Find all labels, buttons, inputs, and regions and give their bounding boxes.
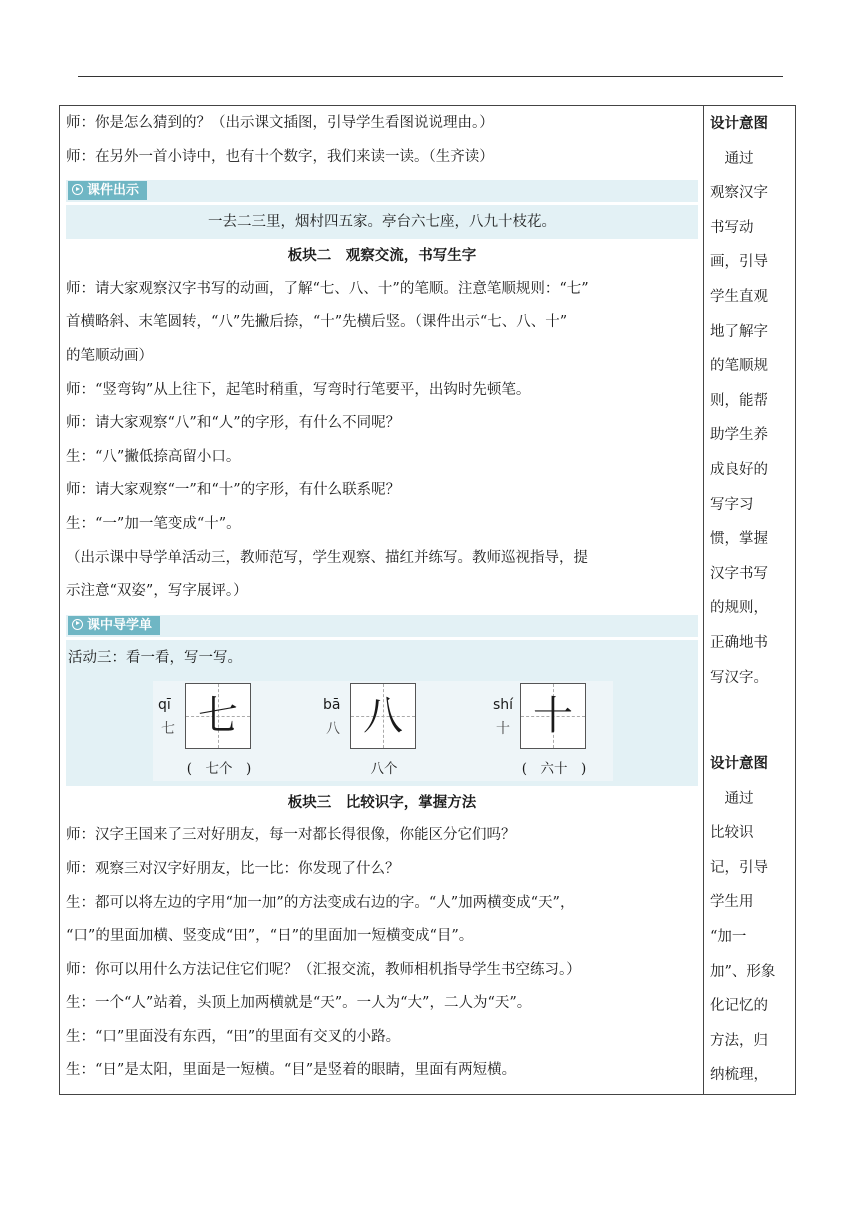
answer-text: 八个: [370, 760, 398, 777]
text-line: 示注意“双姿”，写字展评。）: [66, 583, 248, 600]
main-column: [66, 107, 698, 1088]
side-line: 则，能帮: [710, 392, 768, 409]
side-line: 学生直观: [710, 288, 768, 305]
side-line: 助学生养: [710, 427, 768, 444]
header-rule: [78, 76, 783, 77]
text-line: “口”的里面加横、竖变成“田”，“日”的里面加一短横变成“目”。: [66, 928, 474, 945]
char-group-shi: [488, 681, 628, 781]
guide-tag-bar: [66, 615, 698, 637]
side-line: 汉字书写: [710, 565, 768, 582]
text-line: 师：观察三对汉字好朋友，比一比：你发现了什么？: [66, 860, 400, 877]
tian-grid: [520, 683, 586, 749]
side-line: 通过: [710, 790, 754, 807]
text-line: 的笔顺动画）: [66, 347, 153, 364]
side-line: 观察汉字: [710, 185, 768, 202]
play-icon: [72, 619, 83, 630]
design-intent-1: [710, 107, 792, 695]
text-line: 生：“八”撇低捺高留小口。: [66, 448, 241, 465]
side-line: “加一: [710, 928, 747, 945]
side-line: 成良好的: [710, 461, 768, 478]
text-line: 师：请大家观察“八”和“人”的字形，有什么不同呢？: [66, 415, 401, 432]
side-line: 加”、形象: [710, 963, 776, 980]
section-heading-3: 板块三 比较识字，掌握方法: [287, 793, 477, 811]
small-char: 七: [161, 720, 175, 737]
tian-grid: [185, 683, 251, 749]
courseware-tag: [68, 181, 147, 200]
side-line: 书写动: [710, 219, 754, 236]
answer-text: ( 六十 ): [521, 760, 587, 777]
pinyin: bā: [323, 696, 341, 713]
side-line: 画，引导: [710, 254, 768, 271]
guide-tag-label: 课中导学单: [87, 617, 153, 633]
text-line: 师：你可以用什么方法记住它们呢？（汇报交流，教师相机指导学生书空练习。）: [66, 961, 581, 978]
section-heading-2: 板块二 观察交流，书写生字: [287, 247, 477, 265]
pinyin: shí: [493, 696, 514, 713]
side-line: 地了解字: [710, 323, 768, 340]
text-line: 首横略斜、末笔圆转，“八”先撇后捺，“十”先横后竖。（课件出示“七、八、十”: [66, 314, 568, 331]
char-group-ba: [318, 681, 458, 781]
model-char: 八: [363, 692, 403, 739]
side-line: 方法，归: [710, 1032, 768, 1049]
text-line: 生：“一”加一笔变成“十”。: [66, 515, 241, 532]
text-line: 师：汉字王国来了三对好朋友，每一对都长得很像，你能区分它们吗？: [66, 827, 516, 844]
text-line: 生：“口”里面没有东西，“田”的里面有交叉的小路。: [66, 1028, 401, 1045]
design-intent-2: [710, 747, 775, 1093]
side-line: 写汉字。: [710, 669, 768, 686]
char-group-qi: [153, 681, 293, 781]
tian-grid: [350, 683, 416, 749]
side-line: 惯，掌握: [710, 531, 768, 548]
pinyin: qī: [158, 696, 171, 713]
side-line: 纳梳理，: [710, 1067, 768, 1084]
small-char: 八: [326, 720, 340, 737]
activity-title: 活动三：看一看，写一写。: [68, 649, 242, 666]
text-line: 生：“日”是太阳，里面是一短横。“目”是竖着的眼睛，里面有两短横。: [66, 1062, 517, 1079]
side-line: 正确地书: [710, 634, 768, 651]
text-line: （出示课中导学单活动三，教师范写，学生观察、描红并练写。教师巡视指导，提: [66, 549, 588, 566]
side-line: 通过: [710, 150, 754, 167]
side-line: 的笔顺规: [710, 358, 768, 375]
courseware-tag-label: 课件出示: [87, 183, 140, 199]
side-line: 的规则，: [710, 600, 768, 617]
side-line: 化记忆的: [710, 998, 768, 1015]
small-char: 十: [496, 720, 510, 737]
text-line: 生：一个“人”站着，头顶上加两横就是“天”。一人为“大”，二人为“天”。: [66, 995, 532, 1012]
model-char: 十: [533, 692, 573, 739]
activity-box: [66, 640, 698, 786]
text-line: 师：在另外一首小诗中，也有十个数字，我们来读一读。（生齐读）: [66, 148, 494, 165]
side-line: 比较识: [710, 825, 754, 842]
text-line: 师：你是怎么猜到的？（出示课文插图，引导学生看图说说理由。）: [66, 115, 494, 131]
design-intent-heading: 设计意图: [710, 115, 768, 132]
text-line: 师：请大家观察“一”和“十”的字形，有什么联系呢？: [66, 482, 401, 499]
design-intent-column: [710, 107, 792, 1084]
text-line: 师：“竖弯钩”从上往下，起笔时稍重，写弯时行笔要平，出钩时先顿笔。: [66, 381, 531, 398]
guide-tag: [68, 616, 160, 635]
text-line: 生：都可以将左边的字用“加一加”的方法变成右边的字。“人”加两横变成“天”，: [66, 894, 575, 911]
play-icon: [72, 184, 83, 195]
text-line: 师：请大家观察汉字书写的动画，了解“七、八、十”的笔顺。注意笔顺规则：“七”: [66, 280, 589, 297]
side-line: 记，引导: [710, 859, 768, 876]
column-divider: [703, 105, 704, 1095]
design-intent-heading: 设计意图: [710, 755, 768, 772]
writing-practice: [153, 681, 613, 781]
poem-box: 一去二三里，烟村四五家。亭台六七座，八九十枝花。: [66, 205, 698, 239]
courseware-tag-bar: [66, 180, 698, 202]
side-line: 学生用: [710, 894, 754, 911]
side-line: 写字习: [710, 496, 754, 513]
answer-text: ( 七个 ): [186, 760, 252, 777]
model-char: 七: [198, 692, 238, 739]
